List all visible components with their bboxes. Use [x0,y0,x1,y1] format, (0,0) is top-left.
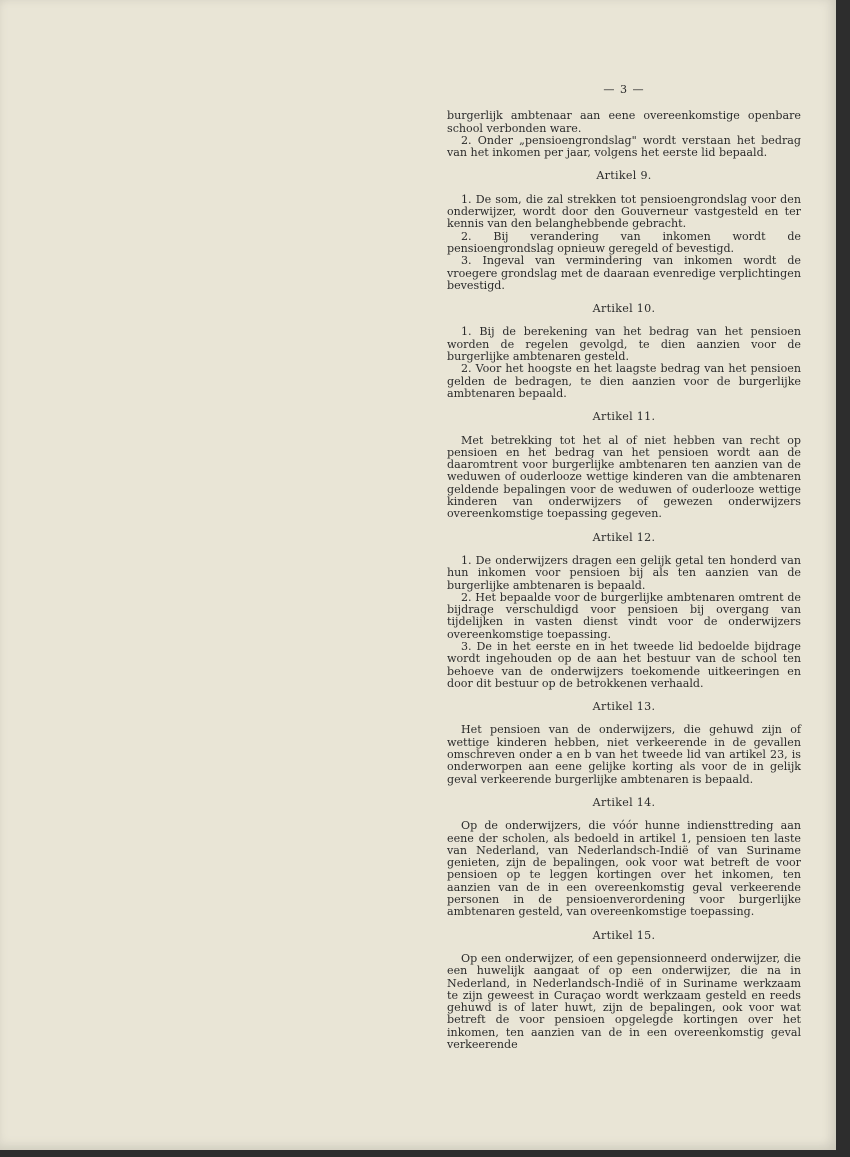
article-heading: Artikel 13. [592,700,656,714]
scan-border-bottom [0,1150,850,1157]
paragraph: Met betrekking tot het al of niet hebben van recht op pensioen en het bedrag van het pensioen wordt aan de daaromtrent voor burgerlijke ambtenaren ten aanzien van de weduwen of ouderlooze wettige kinderen van die ambtenaren geldende bepalingen voor de weduwen of ouderlooze wettige kinderen van onderwijzers of gewezen onderwijzers overeenkomstige toepassing gegeven. [447,433,801,521]
page-number: — 3 — [603,83,645,96]
paragraph: Het pensioen van de onderwijzers, die gehuwd zijn of wettige kinderen hebben, niet verkeerende in de gevallen omschreven onder a en b van het tweede lid van artikel 23, is onderworpen aan eene gelijke korting als voor de in gelijk geval verkeerende burgerlijke ambtenaren is bepaald. [447,723,801,786]
paragraph: 1. Bij de berekening van het bedrag van het pensioen worden de regelen gevolgd, te dien aanzien voor de burgerlijke ambtenaren gesteld. [447,325,801,364]
article-heading: Artikel 10. [592,302,656,316]
article-heading: Artikel 11. [592,410,656,424]
paragraph: 1. De onderwijzers dragen een gelijk getal ten honderd van hun inkomen voor pensioen bij als ten aanzien van de burgerlijke ambtenaren is bepaald. [447,553,801,592]
article-heading: Artikel 9. [596,169,652,183]
article-heading: Artikel 14. [592,795,656,809]
paragraph: burgerlijk ambtenaar aan eene overeenkomstige openbare school verbonden ware. [447,109,801,135]
paragraph: 2. Het bepaalde voor de burgerlijke ambtenaren omtrent de bijdrage verschuldigd voor pensioen bij overgang van tijdelijken in vasten dienst vindt voor de onderwijzers overeenkomstige toepassing. [447,590,801,641]
paragraph: 2. Voor het hoogste en het laagste bedrag van het pensioen gelden de bedragen, te dien aanzien voor de burgerlijke ambtenaren bepaald. [447,362,801,400]
article-heading: Artikel 12. [592,530,656,544]
paragraph: 3. Ingeval van vermindering van inkomen wordt de vroegere grondslag met de daaraan evenredige verplichtingen bevestigd. [447,254,801,292]
text-column [447,84,801,1051]
paragraph: 1. De som, die zal strekken tot pensioengrondslag voor den onderwijzer, wordt door den Gouverneur vastgesteld en ter kennis van den belanghebbende gebracht. [447,192,801,231]
paragraph: 2. Bij verandering van inkomen wordt de pensioengrondslag opnieuw geregeld of bevestigd. [447,229,801,255]
article-heading: Artikel 15. [592,928,656,942]
scan-border-right [836,0,850,1157]
paragraph: Op een onderwijzer, of een gepensionneerd onderwijzer, die een huwelijk aangaat of op een onderwijzer, die na in Nederland, in Nederlandsch-Indië of in Suriname werkzaam te zijn geweest in Curaçao wordt werkzaam gesteld en reeds gehuwd is of later huwt, zijn de bepalingen, ook voor wat betreft de voor pensioen opgelegde kortingen over het inkomen, ten aanzien van de in een overeenkomstig geval verkeerende [447,951,801,1051]
paragraph: 2. Onder „pensioengrondslag" wordt verstaan het bedrag van het inkomen per jaar, volgens het eerste lid bepaald. [447,133,801,160]
paragraph: Op de onderwijzers, die vóór hunne indiensttreding aan eene der scholen, als bedoeld in artikel 1, pensioen ten laste van Nederland, van Nederlandsch-Indië of van Suriname genieten, zijn de bepalingen, ook voor wat betreft de voor pensioen op te leggen kortingen over het inkomen, ten aanzien van de in een overeenkomstig geval verkeerende personen in de pensioenverordening voor burgerlijke ambtenaren gesteld, van overeenkomstige toepassing. [447,819,801,919]
paragraph: 3. De in het eerste en in het tweede lid bedoelde bijdrage wordt ingehouden op de aan het bestuur van de school ten behoeve van de onderwijzers toekomende uitkeeringen en door dit bestuur op de betrokkenen verhaald. [447,639,801,690]
